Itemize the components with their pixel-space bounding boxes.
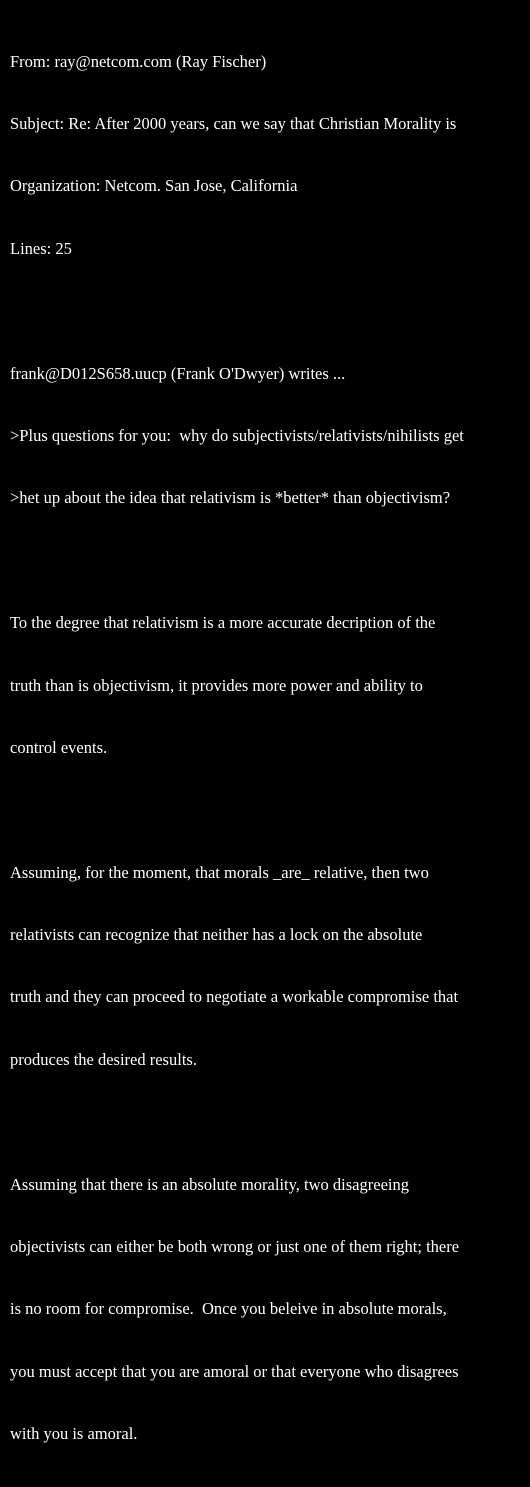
quote-line-2: >het up about the idea that relativism is *better* than objectivism?: [10, 488, 451, 508]
header-lines: Lines: 25: [10, 238, 72, 258]
blank-line: [10, 301, 530, 322]
header-subject: Subject: Re: After 2000 years, can we say that Christian Morality is: [10, 113, 457, 133]
paragraph-3-line-2: objectivists can either be both wrong or just one of them right; there: [10, 1237, 460, 1257]
paragraph-3-line-3: is no room for compromise. Once you beleive in absolute morals,: [10, 1299, 447, 1319]
quote-line-1: >Plus questions for you: why do subjectivists/relativists/nihilists get: [10, 425, 464, 445]
header-organization: Organization: Netcom. San Jose, California: [10, 176, 298, 196]
paragraph-2-line-3: truth and they can proceed to negotiate a workable compromise that: [10, 987, 459, 1007]
paragraph-2-line-1: Assuming, for the moment, that morals _are_ relative, then two: [10, 862, 429, 882]
paragraph-2-line-4: produces the desired results.: [10, 1049, 197, 1069]
paragraph-1-line-2: truth than is objectivism, it provides more power and ability to: [10, 675, 423, 695]
message-body: [10, 10, 530, 1487]
paragraph-3-line-4: you must accept that you are amoral or that everyone who disagrees: [10, 1361, 459, 1381]
paragraph-1-line-3: control events.: [10, 737, 108, 757]
blank-line: [10, 800, 530, 821]
paragraph-1-line-1: To the degree that relativism is a more accurate decription of the: [10, 613, 436, 633]
paragraph-3-line-5: with you is amoral.: [10, 1424, 138, 1444]
paragraph-2-line-2: relativists can recognize that neither has a lock on the absolute: [10, 925, 423, 945]
attribution-line: frank@D012S658.uucp (Frank O'Dwyer) writes ...: [10, 363, 346, 383]
blank-line: [10, 1112, 530, 1133]
paragraph-3-line-1: Assuming that there is an absolute morality, two disagreeing: [10, 1174, 409, 1194]
header-from: From: ray@netcom.com (Ray Fischer): [10, 51, 267, 71]
blank-line: [10, 551, 530, 572]
